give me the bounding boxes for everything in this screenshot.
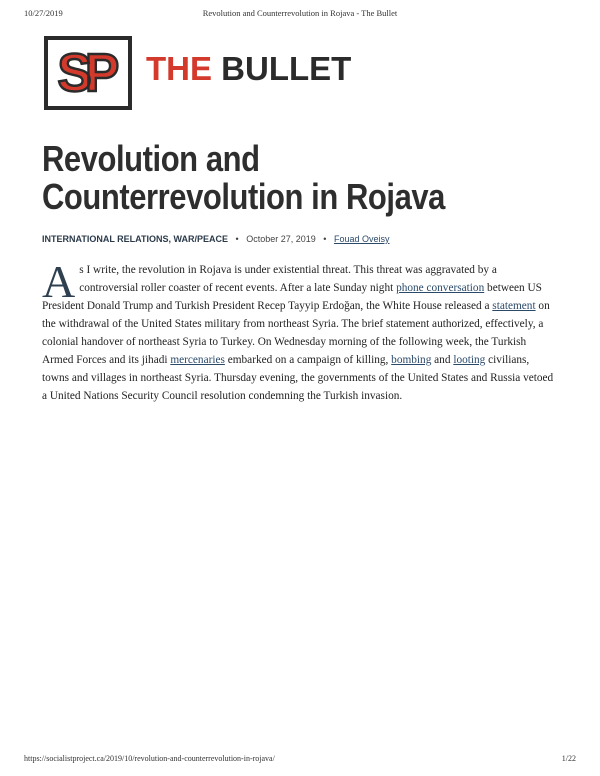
article-title: Revolution and Counterrevolution in Rojava [42,138,445,217]
print-date: 10/27/2019 [24,8,63,18]
body-text-segment: s I write, the revolution in Rojava is under existential threat. This threat was aggravated by a controversial roller coaster of recent events. After a late Sunday night [79,264,497,294]
body-text-segment: and [431,354,454,366]
body-text-segment: between US President Donald Trump and Turkish President Recep Tayyip Erdoğan, the White House released a [42,282,542,312]
print-doc-title: Revolution and Counterrevolution in Rojava - The Bullet [202,8,398,18]
site-logo[interactable] [44,36,132,110]
article-date: October 27, 2019 [246,234,316,244]
site-name-the: THE [146,50,212,87]
bombing-link[interactable]: bombing [391,354,432,366]
page-number: 1/22 [561,754,576,763]
print-header [0,8,600,22]
statement-link[interactable]: statement [492,300,536,312]
site-name[interactable] [146,52,351,85]
site-name-bullet: BULLET [221,50,352,87]
author-link[interactable]: Fouad Oveisy [333,234,390,244]
article-meta [42,232,562,246]
meta-separator: • [235,234,239,244]
body-text-segment: civilians, towns and villages in northeast Syria. Thursday evening, the governments of the United States and Russia vetoed a United Nations Security Council resolution condemning the Turkish invasion. [42,354,554,402]
logo-letters: SP [57,43,113,103]
meta-separator: • [323,234,327,244]
article-categories[interactable]: INTERNATIONAL RELATIONS, WAR/PEACE [42,234,229,244]
body-text-segment: embarked on a campaign of killing, [224,354,392,366]
phone-conversation-link[interactable]: phone conversation [396,282,485,294]
print-url: https://socialistproject.ca/2019/10/revolution-and-counterrevolution-in-rojava/ [24,754,275,763]
mercenaries-link[interactable]: mercenaries [170,354,225,366]
body-text-segment: on the withdrawal of the United States military from northeast Syria. The brief statement authorized, effectively, a colonial handover of northeast Syria to Turkey. On Wednesday morning of the following week, the Turkish Armed Forces and its jihadi [42,300,550,366]
article-body [42,256,557,405]
drop-cap: A [42,256,76,307]
looting-link[interactable]: looting [453,354,486,366]
print-footer [0,754,600,766]
